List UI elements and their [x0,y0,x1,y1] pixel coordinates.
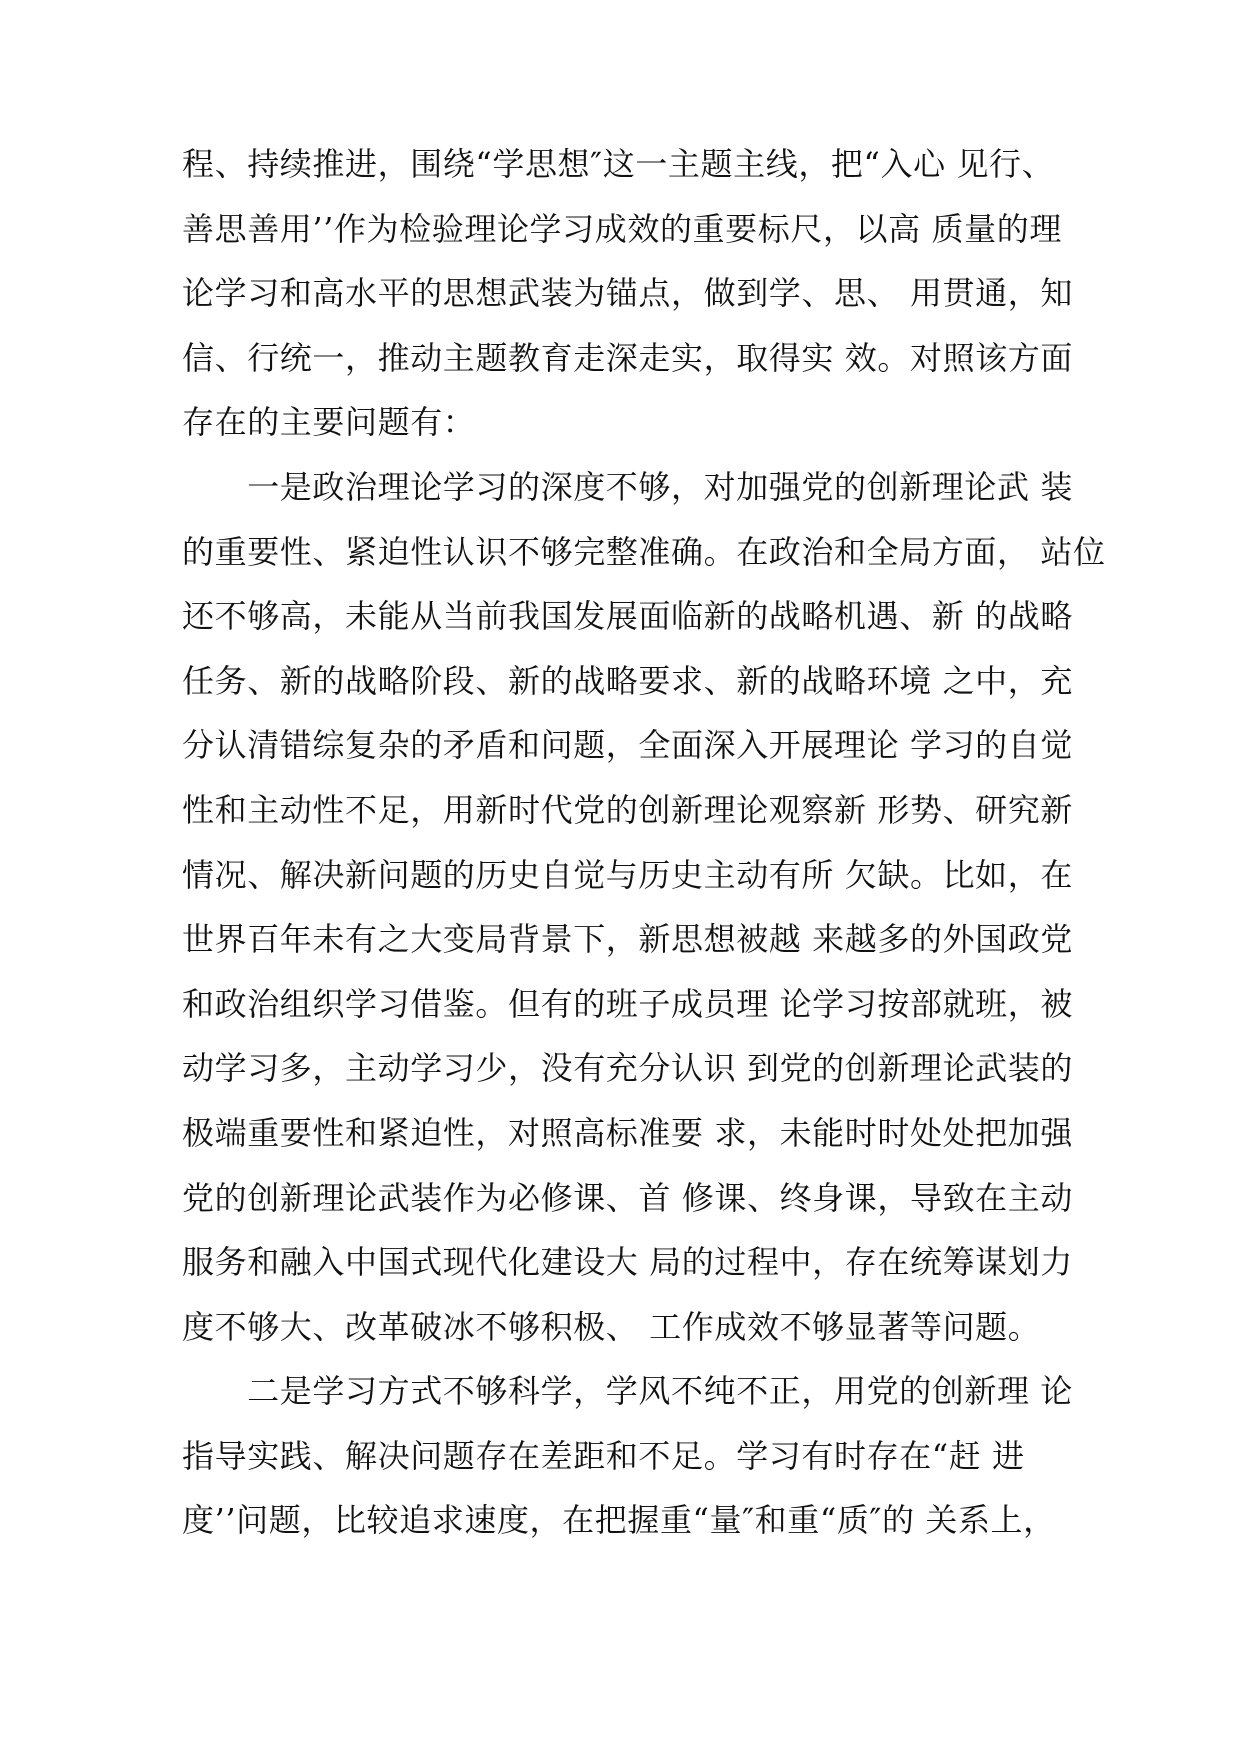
text-line: 善思善用’’作为检验理论学习成效的重要标尺，以高 质量的理 [182,209,1062,248]
text-line: 任务、新的战略阶段、新的战略要求、新的战略环境 之中，充 [182,661,1073,700]
text-line: 度不够大、改革破冰不够积极、 工作成效不够显著等问题。 [182,1307,1041,1346]
text-line: 的重要性、紧迫性认识不够完整准确。在政治和全局方面， 站位 [182,532,1106,571]
text-line: 还不够高，未能从当前我国发展面临新的战略机遇、新 的战略 [182,597,1073,636]
text-line: 存在的主要问题有： [182,403,476,442]
text-line: 极端重要性和紧迫性，对照高标准要 求，未能时时处处把加强 [182,1113,1073,1152]
paragraph-one-start: 一是政治理论学习的深度不够，对加强党的创新理论武 装 [182,467,1073,506]
paragraph-two-start: 二是学习方式不够科学，学风不纯不正，用党的创新理 论 [182,1372,1073,1411]
text-line: 指导实践、解决问题存在差距和不足。学习有时存在“赶 进 [182,1436,1025,1475]
text-line: 性和主动性不足，用新时代党的创新理论观察新 形势、研究新 [182,790,1073,829]
text-line: 动学习多，主动学习少，没有充分认识 到党的创新理论武装的 [182,1049,1073,1088]
text-line: 度’’问题，比较追求速度，在把握重“量″和重“质″的 关系上， [182,1501,1056,1540]
text-line: 世界百年未有之大变局背景下，新思想被越 来越多的外国政党 [182,920,1073,959]
text-line: 和政治组织学习借鉴。但有的班子成员理 论学习按部就班，被 [182,984,1073,1023]
text-line: 服务和融入中国式现代化建设大 局的过程中，存在统筹谋划力 [182,1243,1073,1282]
text-line: 党的创新理论武装作为必修课、首 修课、终身课，导致在主动 [182,1178,1073,1217]
text-line: 信、行统一，推动主题教育走深走实，取得实 效。对照该方面 [182,338,1073,377]
document-body [182,132,1106,1553]
text-line: 论学习和高水平的思想武装为锚点，做到学、思、 用贯通，知 [182,274,1073,313]
text-line: 程、持续推进，围绕“学思想″这一主题主线，把“入心 见行、 [182,145,1055,183]
text-line: 分认清错综复杂的矛盾和问题，全面深入开展理论 学习的自觉 [182,726,1073,765]
text-line: 情况、解决新问题的历史自觉与历史主动有所 欠缺。比如，在 [182,855,1073,894]
